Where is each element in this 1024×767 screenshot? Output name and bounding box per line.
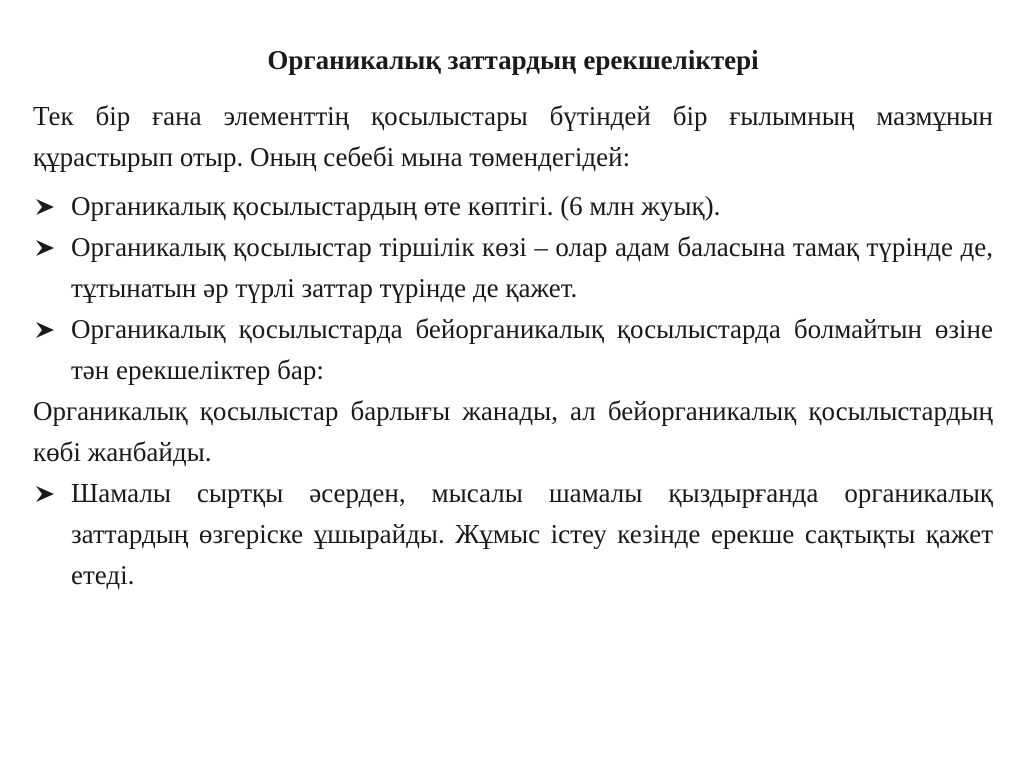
bullet-text: Органикалық қосылыстардың өте көптігі. (6 млн жуық). — [71, 191, 721, 221]
intro-paragraph: Тек бір ғана элементтің қосылыстары бүтіндей бір ғылымның мазмұнын құрастырып отыр. Оның себебі мына төмендегідей: — [33, 101, 993, 172]
bullet-item-4 — [33, 473, 993, 596]
bullet-text: Органикалық қосылыстар тіршілік көзі – олар адам баласына тамақ түрінде де, тұтынатын әр түрлі заттар түрінде де қажет. — [71, 232, 993, 303]
bullet-text: Органикалық қосылыстарда бейорганикалық қосылыстарда болмайтын өзіне тән ерекшеліктер бар: — [71, 314, 993, 385]
slide-title: Органикалық заттардың ерекшеліктері — [267, 45, 759, 75]
arrowhead-bullet-icon — [35, 485, 55, 503]
arrowhead-bullet-icon — [35, 198, 55, 216]
arrowhead-bullet-icon — [35, 321, 55, 339]
arrowhead-bullet-icon — [35, 239, 55, 257]
slide-content — [33, 40, 993, 596]
combustion-paragraph: Органикалық қосылыстар барлығы жанады, ал бейорганикалық қосылыстардың көбі жанбайды. — [33, 396, 993, 467]
bullet-item-1 — [33, 186, 993, 227]
bullet-item-2 — [33, 227, 993, 309]
bullet-text: Шамалы сыртқы әсерден, мысалы шамалы қыздырғанда органикалық заттардың өзгеріске ұшырайды. Жұмыс істеу кезінде ерекше сақтықты қажет етеді. — [71, 478, 993, 590]
bullet-item-3 — [33, 309, 993, 391]
